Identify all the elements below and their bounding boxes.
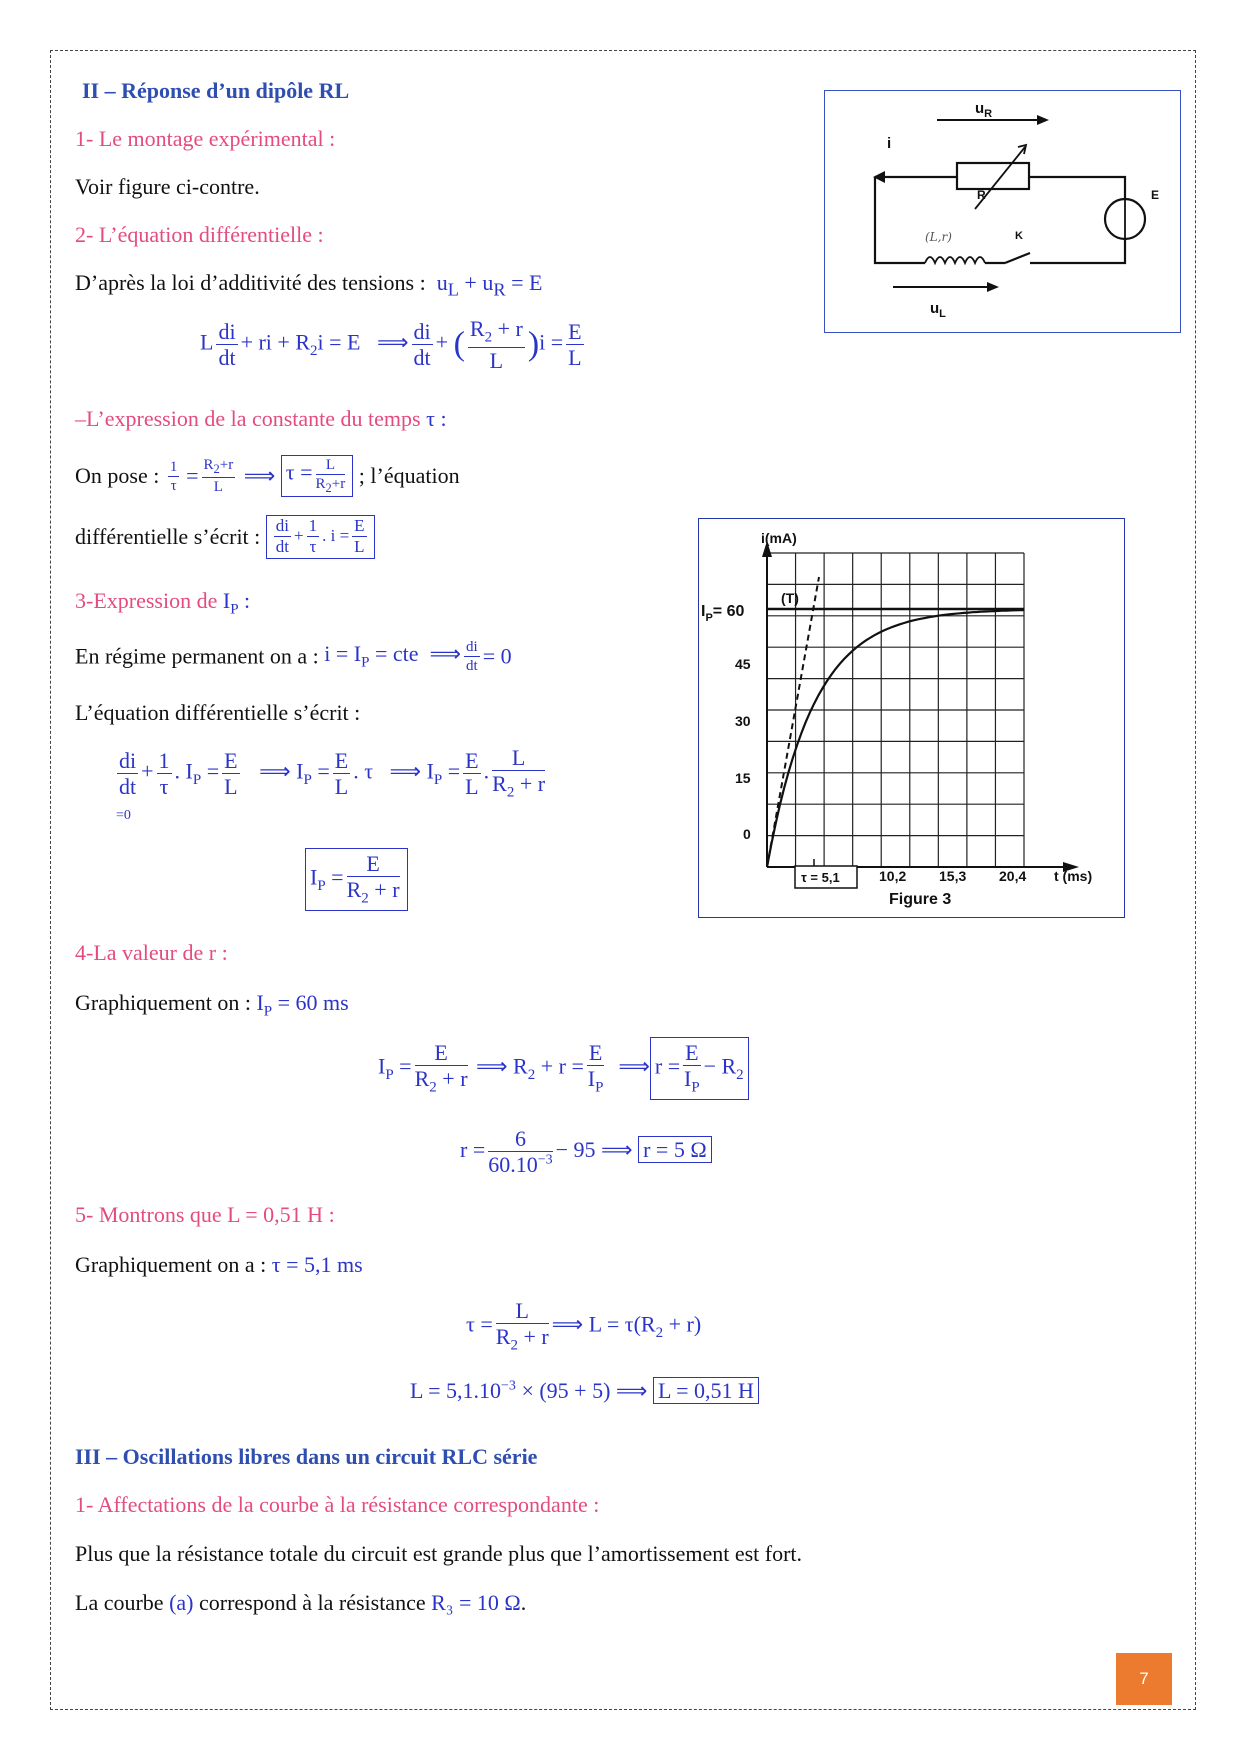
on-pose-label: On pose : — [75, 463, 160, 488]
regime-line: En régime permanent on a : $i = I_P$ = cte ⟹ $\frac{di}{dt}$ = 0 — [75, 639, 512, 674]
section-4-title: 4-La valeur de r : — [75, 940, 228, 965]
diff-written-label: différentielle s’écrit : — [75, 523, 261, 549]
ip-subscript: P — [230, 601, 239, 618]
resistor-label: R — [977, 188, 986, 202]
additivity-label: D’après la loi d’additivité des tensions : — [75, 270, 426, 295]
tau-definition: On pose : $\frac{1}{\tau}$ = $\frac{R_2+r}{L}$ ⟹ τ = $\frac{L}{R_2+r}$ ; l’équation — [75, 457, 460, 495]
y-tick-30: 30 — [735, 713, 751, 729]
x-tick-15-3: 15,3 — [939, 868, 967, 884]
section-3-symbol — [222, 588, 251, 618]
diff-boxed: $\frac{di}{dt}$ + $\frac{1}{\tau}$ . i = $\frac{E}{L}$ — [266, 515, 375, 559]
figure-3 — [698, 518, 1125, 918]
r-calculation: r = $\frac{6}{60.10^{-3}}$ − 95 ⟹ r = 5 Ω — [460, 1126, 712, 1178]
section-3-title-text: 3-Expression de — [75, 588, 218, 613]
page-number: 7 — [1116, 1653, 1172, 1705]
graph-tau-value: τ = 5,1 ms — [271, 1252, 363, 1277]
section-ii-title: II – Réponse d’un dipôle RL — [82, 78, 350, 103]
section-1-title: 1- Le montage expérimental : — [75, 126, 336, 151]
y-tick-45: 45 — [735, 656, 751, 672]
section-2-title: 2- L’équation différentielle : — [75, 222, 324, 247]
curve-a-end: . — [520, 1590, 527, 1615]
figure-caption: Figure 3 — [889, 891, 952, 908]
graph-tau-label: Graphiquement on a : — [75, 1252, 267, 1277]
uR-label: $u_R$ — [975, 100, 993, 120]
damping-text: Plus que la résistance totale du circuit est grande plus que l’amortissement est fort. — [75, 1541, 803, 1566]
generator-label: E — [1151, 188, 1160, 202]
L-calculation — [410, 1378, 759, 1404]
regime-text: En régime permanent on a : — [75, 643, 319, 669]
y-tick-0: 0 — [743, 826, 751, 842]
tangent-label: (T) — [781, 590, 799, 606]
curve-a-label: (a) — [169, 1590, 194, 1615]
curve-a-value: R₃ = 10 Ω — [431, 1590, 521, 1615]
ip-symbol: I — [222, 588, 231, 613]
r-result: r = 5 Ω — [638, 1136, 712, 1163]
curve-a-prefix: La courbe — [75, 1590, 164, 1615]
curve-a-mid: correspond à la résistance — [198, 1590, 426, 1615]
section-1-text: Voir figure ci-contre. — [75, 174, 260, 199]
graph-ip-label: Graphiquement on : — [75, 990, 251, 1015]
graph-tau-line — [75, 1252, 363, 1278]
equation-suffix: ; l’équation — [358, 463, 460, 488]
r-tail: − 95 ⟹ — [555, 1136, 633, 1162]
eq-written: L’équation différentielle s’écrit : — [75, 700, 361, 725]
ip-derivation: $\frac{di}{dt}$ + $\frac{1}{\tau}$ . $I_P$ = $\frac{E}{L}$ ⟹ $I_P$ = $\frac{E}{L}$ . τ ⟹ $I_P$ = $\frac{E}{L}$ . $\frac{L}{R_2 + r}$ — [119, 745, 546, 801]
ip-result: $I_P$ = $\frac{E}{R_2 + r}$ — [305, 848, 408, 911]
r-derivation: $I_P$ = $\frac{E}{R_2 + r}$ ⟹ $R_2 + r$ = $\frac{E}{I_P}$ ⟹ r = $\frac{E}{I_P}$ − $R_2$ — [378, 1037, 749, 1100]
section-3-title — [75, 588, 250, 618]
zero-underbrace: =0 — [116, 808, 131, 823]
L-derivation: τ = $\frac{L}{R_2 + r}$ ⟹ $L = \tau(R_2 + r)$ — [466, 1298, 702, 1354]
r-numerator: 6 — [488, 1126, 552, 1152]
coil-label: (L,r) — [925, 230, 952, 244]
x-tick-20-4: 20,4 — [999, 868, 1027, 884]
circuit-figure — [824, 90, 1181, 333]
ip-label: $I_P= 60$ — [701, 603, 745, 624]
y-axis-label: i(mA) — [761, 530, 797, 546]
tau-label: τ = 5,1 — [801, 870, 840, 885]
tau-title — [75, 406, 447, 432]
current-label: i — [887, 135, 892, 152]
L-calc-exponent: −3 — [501, 1378, 516, 1394]
left-wire — [875, 177, 925, 263]
tau-title-text: –L’expression de la constante du temps — [75, 406, 421, 431]
graph-ip-value: $I_P = 60$ ms — [256, 990, 349, 1020]
section-3-colon: : — [244, 588, 251, 613]
x-axis-label: t (ms) — [1054, 868, 1093, 884]
curve-a-line — [75, 1590, 526, 1616]
additivity-law: $u_L + u_R = E$ — [431, 270, 543, 300]
diff-written — [75, 515, 375, 559]
grid — [767, 553, 1024, 867]
section-5-title: 5- Montrons que L = 0,51 H : — [75, 1202, 335, 1227]
y-tick-15: 15 — [735, 770, 751, 786]
uL-label: $u_L$ — [930, 300, 946, 320]
L-result: L = 0,51 H — [653, 1377, 759, 1404]
tau-title-symbol: τ : — [426, 406, 447, 431]
tangent-line — [767, 577, 819, 867]
figure-3-plot — [699, 519, 1123, 916]
section-iii-1-title: 1- Affectations de la courbe à la résistance correspondante : — [75, 1492, 600, 1517]
x-tick-10-2: 10,2 — [879, 868, 907, 884]
differential-equation: L $\frac{di}{dt}$ + ri + $R_2i = E$ ⟹ $\frac{di}{dt}$ + ( $\frac{R_2 + r}{L}$ )i = $\frac{E}{L}$ — [200, 316, 582, 373]
r-denominator: 60.10 — [488, 1152, 538, 1178]
tau-boxed: τ = $\frac{L}{R_2+r}$ — [281, 455, 353, 497]
L-calc-tail: × (95 + 5) ⟹ — [515, 1378, 648, 1403]
r-exponent: −3 — [537, 1152, 553, 1168]
additivity-text — [75, 270, 542, 300]
switch-label: K — [1015, 230, 1023, 242]
section-iii-title: III – Oscillations libres dans un circuit RLC série — [75, 1444, 538, 1469]
circuit-diagram — [825, 91, 1179, 331]
L-calc-base: L = 5,1.10 — [410, 1378, 502, 1403]
graph-ip-line — [75, 990, 349, 1020]
